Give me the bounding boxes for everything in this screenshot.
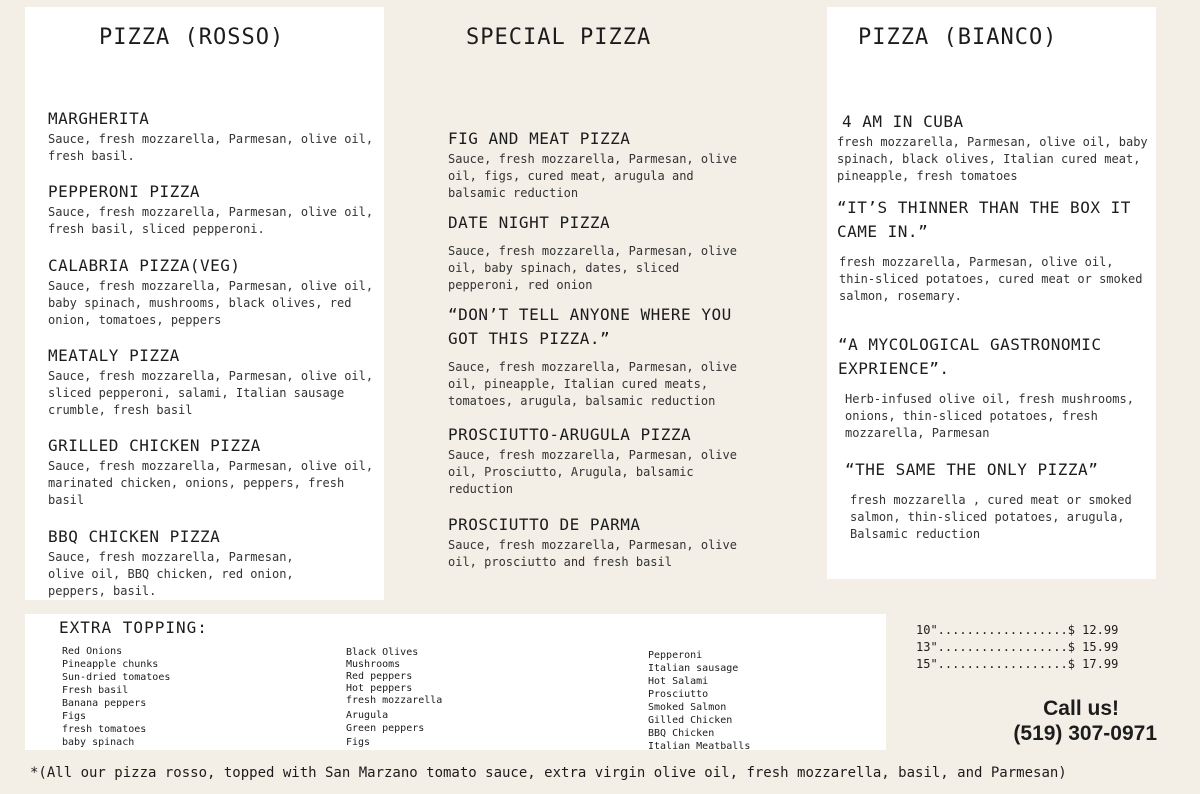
item-name: MEATALY PIZZA xyxy=(48,346,180,365)
menu-item xyxy=(838,333,1138,442)
topping-item: Italian Meatballs xyxy=(648,741,751,752)
topping-item: Prosciutto xyxy=(648,689,709,700)
menu-item xyxy=(48,344,383,419)
item-name: FIG AND MEAT PIZZA xyxy=(448,129,631,148)
topping-item: Figs xyxy=(62,711,87,722)
topping-item: fresh tomatoes xyxy=(62,724,147,735)
topping-item: fresh mozzarella xyxy=(346,695,443,706)
item-description: Sauce, fresh mozzarella, Parmesan, olive oil, baby spinach, dates, sliced pepperoni, red onion xyxy=(448,244,737,292)
item-description: Sauce, fresh mozzarella, Parmesan, olive oil, pineapple, Italian cured meats, tomatoes, arugula, balsamic reduction xyxy=(448,360,737,408)
item-name: GRILLED CHICKEN PIZZA xyxy=(48,436,261,455)
item-description: Sauce, fresh mozzarella, Parmesan, olive oil, fresh basil. xyxy=(48,132,374,163)
price-row-15: 15"..................$ 17.99 xyxy=(916,657,1119,671)
topping-item: Hot Salami xyxy=(648,676,709,687)
special-title: SPECIAL PIZZA xyxy=(466,25,652,50)
menu-item xyxy=(48,180,383,238)
item-description: Sauce, fresh mozzarella, Parmesan, olive oil, Prosciutto, Arugula, balsamic reduction xyxy=(448,448,737,496)
topping-item: Gilled Chicken xyxy=(648,715,733,726)
item-description: Sauce, fresh mozzarella, Parmesan, olive oil, prosciutto and fresh basil xyxy=(448,538,737,569)
item-name: CALABRIA PIZZA(VEG) xyxy=(48,256,241,275)
menu-item xyxy=(448,423,748,498)
topping-item: Figs xyxy=(346,737,371,748)
rosso-title: PIZZA (ROSSO) xyxy=(99,25,285,50)
topping-item: Smoked Salmon xyxy=(648,702,727,713)
item-description: Herb-infused olive oil, fresh mushrooms, onions, thin-sliced potatoes, fresh mozzarella, Parmesan xyxy=(845,392,1134,440)
item-description: Sauce, fresh mozzarella, Parmesan, olive oil, marinated chicken, onions, peppers, fresh basil xyxy=(48,459,374,507)
topping-item: Mushrooms xyxy=(346,659,401,670)
item-name: PROSCIUTTO DE PARMA xyxy=(448,515,641,534)
topping-item: Green peppers xyxy=(346,723,425,734)
toppings-column-2 xyxy=(346,647,442,750)
menu-item xyxy=(448,127,748,202)
phone-number[interactable]: (519) 307-0971 xyxy=(1013,722,1157,745)
topping-item: Italian sausage xyxy=(648,663,739,674)
menu-item xyxy=(448,303,748,410)
topping-item: Fresh basil xyxy=(62,685,129,696)
item-description: fresh mozzarella, Parmesan, olive oil, baby spinach, black olives, Italian cured meat, pineapple, fresh tomatoes xyxy=(837,135,1148,183)
item-name: PROSCIUTTO-ARUGULA PIZZA xyxy=(448,425,692,444)
topping-item: Hot peppers xyxy=(346,683,413,694)
topping-item: Pineapple chunks xyxy=(62,659,159,670)
menu-item xyxy=(845,458,1145,543)
item-name: “THE SAME THE ONLY PIZZA” xyxy=(845,460,1099,479)
menu-item xyxy=(448,513,748,571)
toppings-column-3 xyxy=(648,649,750,753)
topping-item: Arugula xyxy=(346,710,389,721)
item-name: BBQ CHICKEN PIZZA xyxy=(48,527,221,546)
topping-item: Red Onions xyxy=(62,646,123,657)
item-name: MARGHERITA xyxy=(48,109,150,128)
menu-item xyxy=(48,107,383,165)
item-name: 4 AM IN CUBA xyxy=(842,112,964,131)
item-description: Sauce, fresh mozzarella, Parmesan, olive oil, sliced pepperoni, salami, Italian sausage crumble, fresh basil xyxy=(48,369,374,417)
topping-item: baby spinach xyxy=(62,737,135,748)
item-name: “A MYCOLOGICAL GASTRONOMIC EXPRIENCE”. xyxy=(838,335,1102,378)
item-name: PEPPERONI PIZZA xyxy=(48,182,200,201)
topping-item: Pepperoni xyxy=(648,650,703,661)
item-description: fresh mozzarella , cured meat or smoked salmon, thin-sliced potatoes, arugula, Balsamic reduction xyxy=(850,493,1132,541)
menu-item xyxy=(837,196,1149,305)
topping-item: Red peppers xyxy=(346,671,413,682)
bianco-title: PIZZA (BIANCO) xyxy=(858,25,1058,50)
menu-item xyxy=(448,211,748,294)
price-row-10: 10"..................$ 12.99 xyxy=(916,623,1119,637)
menu-item xyxy=(837,110,1149,185)
call-us-label: Call us! xyxy=(1043,697,1119,720)
item-description: Sauce, fresh mozzarella, Parmesan, olive oil, BBQ chicken, red onion, peppers, basil. xyxy=(48,550,294,598)
footnote: *(All our pizza rosso, topped with San Marzano tomato sauce, extra virgin olive oil, fresh mozzarella, basil, and Parmesan) xyxy=(30,765,1067,781)
item-description: Sauce, fresh mozzarella, Parmesan, olive oil, fresh basil, sliced pepperoni. xyxy=(48,205,374,236)
item-description: Sauce, fresh mozzarella, Parmesan, olive oil, baby spinach, mushrooms, black olives, red onion, tomatoes, peppers xyxy=(48,279,374,327)
topping-item: BBQ Chicken xyxy=(648,728,715,739)
price-list xyxy=(916,622,1118,673)
topping-item: Black Olives xyxy=(346,647,419,658)
menu-item xyxy=(48,434,383,509)
menu-item xyxy=(48,525,308,600)
toppings-column-1 xyxy=(62,645,170,749)
topping-item: Banana peppers xyxy=(62,698,147,709)
menu-item xyxy=(48,254,383,329)
item-description: fresh mozzarella, Parmesan, olive oil, thin-sliced potatoes, cured meat or smoked salmon, rosemary. xyxy=(839,255,1143,303)
topping-item: Sun-dried tomatoes xyxy=(62,672,171,683)
price-row-13: 13"..................$ 15.99 xyxy=(916,640,1119,654)
item-name: “DON’T TELL ANYONE WHERE YOU GOT THIS PIZZA.” xyxy=(448,305,732,348)
item-name: “IT’S THINNER THAN THE BOX IT CAME IN.” xyxy=(837,198,1131,241)
item-description: Sauce, fresh mozzarella, Parmesan, olive oil, figs, cured meat, arugula and balsamic reduction xyxy=(448,152,737,200)
toppings-title: EXTRA TOPPING: xyxy=(59,618,208,637)
item-name: DATE NIGHT PIZZA xyxy=(448,213,611,232)
